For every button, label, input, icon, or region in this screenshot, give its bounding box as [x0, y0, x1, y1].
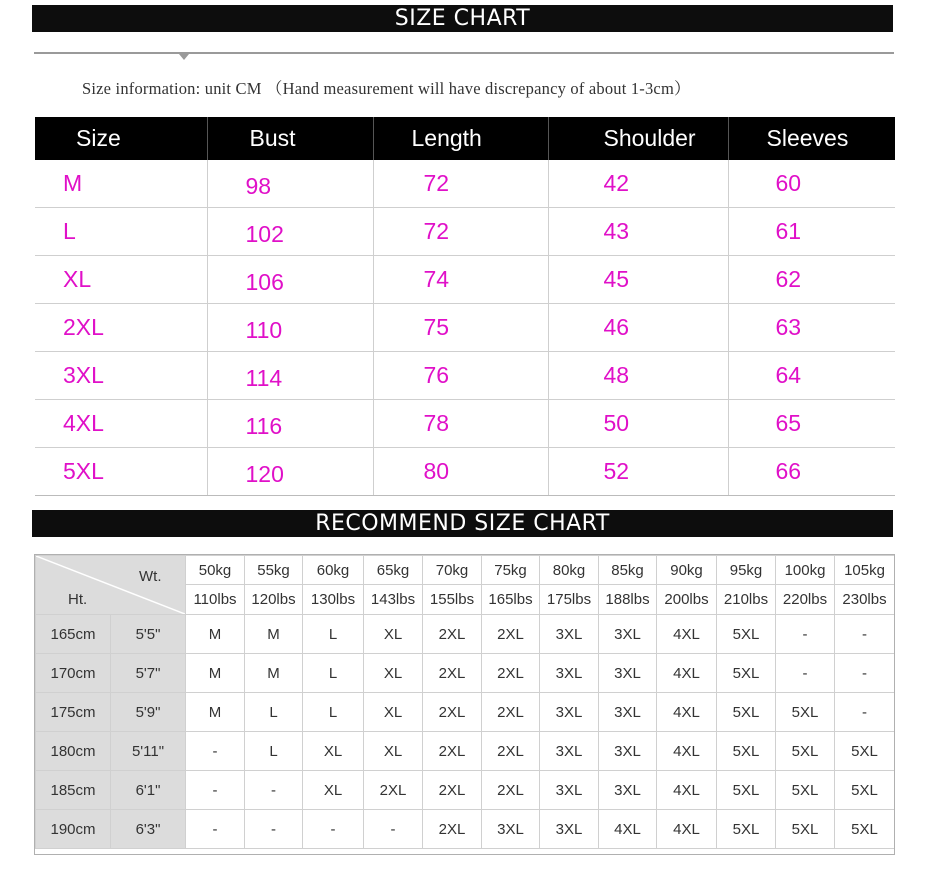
recommended-size-cell: 5XL: [835, 732, 895, 771]
size-cell: 5XL: [35, 448, 207, 496]
size-cell: 45: [548, 256, 728, 304]
size-header-0: Size: [35, 117, 207, 160]
table-row: [36, 615, 895, 654]
weight-kg-row: [36, 556, 895, 585]
weight-lbs-cell: 220lbs: [776, 585, 835, 615]
table-row: [36, 654, 895, 693]
height-ft-cell: 6'1": [111, 771, 186, 810]
weight-lbs-cell: 120lbs: [245, 585, 303, 615]
recommended-size-cell: M: [186, 615, 245, 654]
height-cm-cell: 190cm: [36, 810, 111, 849]
size-header-1: Bust: [207, 117, 373, 160]
height-ft-cell: 5'5": [111, 615, 186, 654]
height-cm-cell: 185cm: [36, 771, 111, 810]
recommended-size-cell: 3XL: [599, 654, 657, 693]
recommended-size-cell: 5XL: [776, 810, 835, 849]
table-row: [35, 256, 895, 304]
weight-kg-cell: 50kg: [186, 556, 245, 585]
size-cell: 46: [548, 304, 728, 352]
weight-kg-cell: 100kg: [776, 556, 835, 585]
recommended-size-cell: L: [245, 732, 303, 771]
size-table-header: [35, 117, 895, 160]
height-cm-cell: 175cm: [36, 693, 111, 732]
weight-kg-cell: 95kg: [717, 556, 776, 585]
recommended-size-cell: M: [186, 654, 245, 693]
size-cell: 60: [728, 160, 895, 208]
size-cell: 98: [207, 160, 373, 208]
height-ft-cell: 5'9": [111, 693, 186, 732]
size-cell: 74: [373, 256, 548, 304]
size-cell: 4XL: [35, 400, 207, 448]
size-cell: 120: [207, 448, 373, 496]
table-row: [35, 448, 895, 496]
size-cell: 114: [207, 352, 373, 400]
size-chart-title-bar: SIZE CHART: [32, 5, 893, 32]
recommended-size-cell: 5XL: [717, 654, 776, 693]
recommended-size-cell: 2XL: [423, 615, 482, 654]
recommended-size-cell: -: [245, 810, 303, 849]
recommended-size-cell: 2XL: [482, 615, 540, 654]
weight-lbs-cell: 175lbs: [540, 585, 599, 615]
weight-lbs-cell: 210lbs: [717, 585, 776, 615]
size-table: [35, 117, 895, 496]
size-cell: 78: [373, 400, 548, 448]
size-cell: 72: [373, 208, 548, 256]
recommended-size-cell: -: [186, 810, 245, 849]
recommended-size-cell: 5XL: [835, 771, 895, 810]
weight-kg-cell: 70kg: [423, 556, 482, 585]
weight-lbs-cell: 143lbs: [364, 585, 423, 615]
size-cell: 62: [728, 256, 895, 304]
weight-lbs-cell: 130lbs: [303, 585, 364, 615]
size-cell: 52: [548, 448, 728, 496]
table-row: [35, 304, 895, 352]
weight-lbs-cell: 110lbs: [186, 585, 245, 615]
recommended-size-cell: 2XL: [423, 693, 482, 732]
weight-kg-cell: 55kg: [245, 556, 303, 585]
recommended-size-cell: 5XL: [717, 810, 776, 849]
recommended-size-cell: -: [364, 810, 423, 849]
height-cm-cell: 165cm: [36, 615, 111, 654]
height-ft-cell: 6'3": [111, 810, 186, 849]
weight-lbs-cell: 188lbs: [599, 585, 657, 615]
recommended-size-cell: L: [303, 615, 364, 654]
size-cell: 3XL: [35, 352, 207, 400]
size-header-2: Length: [373, 117, 548, 160]
table-row: [36, 771, 895, 810]
recommended-size-cell: XL: [364, 615, 423, 654]
size-cell: 76: [373, 352, 548, 400]
size-cell: 102: [207, 208, 373, 256]
caret-down-icon: [179, 54, 189, 60]
weight-kg-cell: 65kg: [364, 556, 423, 585]
weight-lbs-cell: 230lbs: [835, 585, 895, 615]
size-cell: 48: [548, 352, 728, 400]
recommended-size-cell: 5XL: [835, 810, 895, 849]
recommended-size-cell: 3XL: [599, 732, 657, 771]
size-cell: 64: [728, 352, 895, 400]
recommended-size-cell: 3XL: [540, 693, 599, 732]
recommended-size-cell: 2XL: [482, 732, 540, 771]
recommended-size-cell: 4XL: [657, 810, 717, 849]
size-cell: 63: [728, 304, 895, 352]
size-cell: 43: [548, 208, 728, 256]
height-cm-cell: 170cm: [36, 654, 111, 693]
size-cell: M: [35, 160, 207, 208]
size-cell: 106: [207, 256, 373, 304]
table-row: [36, 693, 895, 732]
size-cell: 72: [373, 160, 548, 208]
recommended-size-cell: XL: [364, 693, 423, 732]
weight-kg-cell: 85kg: [599, 556, 657, 585]
recommended-size-cell: 3XL: [540, 615, 599, 654]
recommended-size-cell: XL: [364, 732, 423, 771]
size-cell: 2XL: [35, 304, 207, 352]
weight-lbs-cell: 200lbs: [657, 585, 717, 615]
size-header-4: Sleeves: [728, 117, 895, 160]
size-cell: 80: [373, 448, 548, 496]
recommended-size-cell: 3XL: [540, 732, 599, 771]
recommended-size-cell: 5XL: [717, 693, 776, 732]
recommended-size-cell: 3XL: [482, 810, 540, 849]
recommended-size-cell: 2XL: [423, 810, 482, 849]
recommended-size-cell: 2XL: [423, 771, 482, 810]
recommended-size-cell: -: [776, 615, 835, 654]
recommended-size-cell: XL: [303, 771, 364, 810]
recommended-size-cell: L: [245, 693, 303, 732]
size-cell: 75: [373, 304, 548, 352]
table-row: [35, 208, 895, 256]
weight-kg-cell: 105kg: [835, 556, 895, 585]
recommended-size-cell: 4XL: [657, 732, 717, 771]
table-row: [35, 400, 895, 448]
weight-kg-cell: 75kg: [482, 556, 540, 585]
recommended-size-cell: 5XL: [776, 732, 835, 771]
table-corner-cell: [36, 556, 186, 615]
size-cell: 61: [728, 208, 895, 256]
size-cell: L: [35, 208, 207, 256]
recommended-size-cell: 4XL: [657, 771, 717, 810]
recommended-size-cell: XL: [364, 654, 423, 693]
recommended-size-cell: -: [186, 771, 245, 810]
size-cell: 50: [548, 400, 728, 448]
recommended-size-cell: M: [245, 654, 303, 693]
weight-kg-cell: 60kg: [303, 556, 364, 585]
weight-kg-cell: 90kg: [657, 556, 717, 585]
recommended-size-cell: 2XL: [423, 654, 482, 693]
recommended-size-cell: -: [245, 771, 303, 810]
table-row: [35, 160, 895, 208]
recommended-size-cell: -: [835, 693, 895, 732]
recommended-size-cell: -: [776, 654, 835, 693]
size-cell: 110: [207, 304, 373, 352]
recommended-size-cell: L: [303, 693, 364, 732]
recommended-size-cell: 2XL: [423, 732, 482, 771]
recommended-size-cell: 2XL: [364, 771, 423, 810]
recommended-size-cell: -: [186, 732, 245, 771]
size-cell: 116: [207, 400, 373, 448]
recommended-size-cell: -: [303, 810, 364, 849]
recommended-size-cell: XL: [303, 732, 364, 771]
height-ft-cell: 5'11": [111, 732, 186, 771]
recommended-size-cell: 5XL: [717, 615, 776, 654]
recommended-size-cell: M: [186, 693, 245, 732]
recommended-size-cell: -: [835, 615, 895, 654]
table-row: [35, 352, 895, 400]
recommended-size-cell: 3XL: [599, 771, 657, 810]
height-ft-cell: 5'7": [111, 654, 186, 693]
recommended-size-cell: 3XL: [599, 693, 657, 732]
weight-kg-cell: 80kg: [540, 556, 599, 585]
recommended-size-cell: 3XL: [540, 771, 599, 810]
recommended-size-cell: 3XL: [540, 810, 599, 849]
weight-lbs-cell: 165lbs: [482, 585, 540, 615]
recommended-size-cell: 5XL: [776, 693, 835, 732]
size-header-3: Shoulder: [548, 117, 728, 160]
weight-lbs-cell: 155lbs: [423, 585, 482, 615]
size-cell: 65: [728, 400, 895, 448]
table-row: [36, 732, 895, 771]
size-info-note: Size information: unit CM （Hand measurement will have discrepancy of about 1-3cm）: [82, 79, 691, 98]
recommended-size-cell: 2XL: [482, 654, 540, 693]
recommended-size-cell: M: [245, 615, 303, 654]
weight-axis-label: Wt.: [139, 568, 162, 585]
recommended-size-cell: 4XL: [657, 654, 717, 693]
size-cell: 42: [548, 160, 728, 208]
recommend-chart-title-bar: RECOMMEND SIZE CHART: [32, 510, 893, 537]
recommended-size-cell: 4XL: [599, 810, 657, 849]
size-cell: XL: [35, 256, 207, 304]
recommended-size-cell: 2XL: [482, 693, 540, 732]
recommended-size-cell: 5XL: [776, 771, 835, 810]
height-cm-cell: 180cm: [36, 732, 111, 771]
divider-line: [34, 52, 894, 54]
recommend-size-table: [35, 555, 895, 849]
recommended-size-cell: 5XL: [717, 732, 776, 771]
height-axis-label: Ht.: [68, 591, 88, 608]
recommended-size-cell: L: [303, 654, 364, 693]
recommended-size-cell: 3XL: [599, 615, 657, 654]
table-row: [36, 810, 895, 849]
recommended-size-cell: 3XL: [540, 654, 599, 693]
recommended-size-cell: 4XL: [657, 693, 717, 732]
recommended-size-cell: 4XL: [657, 615, 717, 654]
recommended-size-cell: 2XL: [482, 771, 540, 810]
size-cell: 66: [728, 448, 895, 496]
diagonal-divider: [36, 556, 185, 614]
recommended-size-cell: -: [835, 654, 895, 693]
recommended-size-cell: 5XL: [717, 771, 776, 810]
